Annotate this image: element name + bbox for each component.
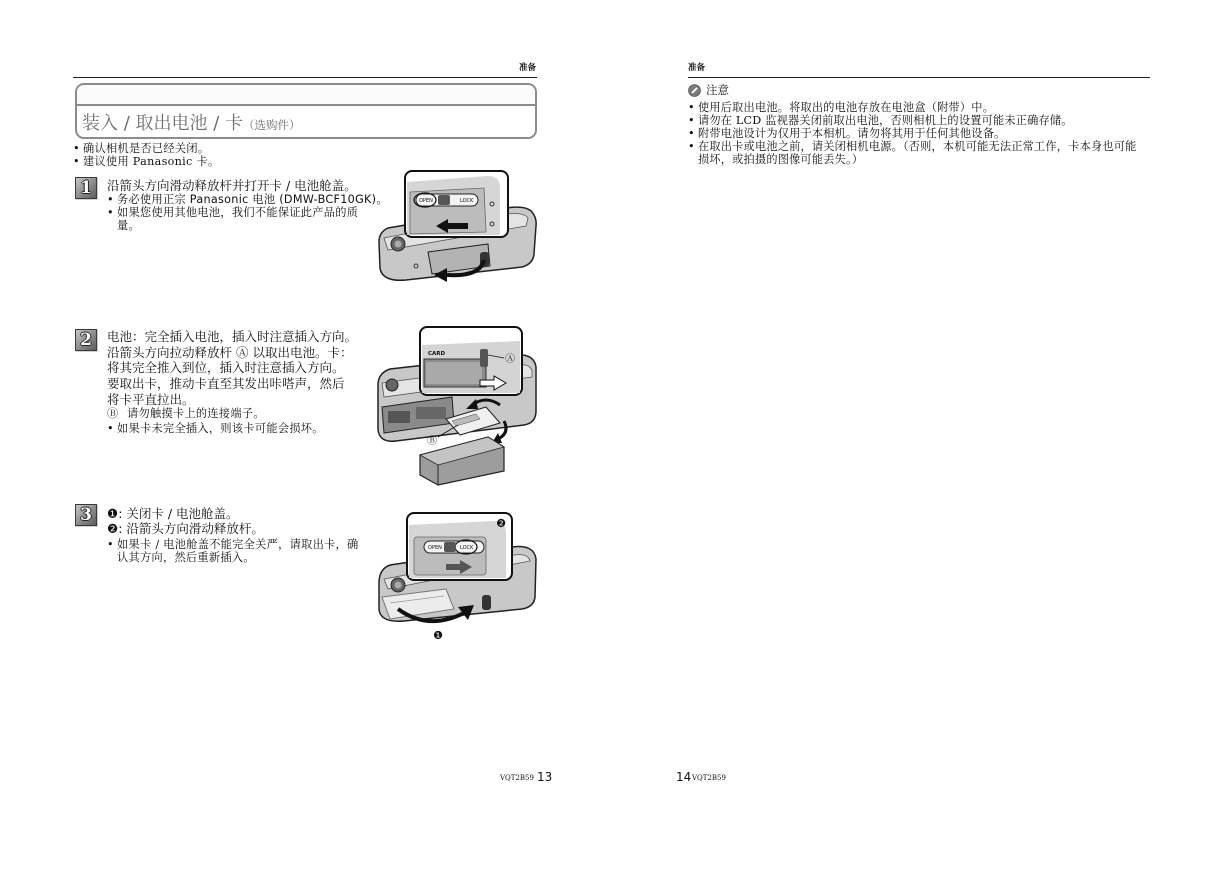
note-text: 如果卡未完全插入，则该卡可能会损坏。 [117, 421, 324, 435]
title-box [75, 83, 537, 139]
open-label: OPEN [419, 198, 433, 204]
pencil-note-icon [688, 84, 701, 97]
note-item [107, 206, 388, 219]
step-instruction [107, 506, 264, 536]
note-text: 使用后取出电池。将取出的电池存放在电池盒（附带）中。 [698, 101, 995, 114]
note-heading: 注意 [706, 83, 729, 97]
note-item [107, 538, 359, 551]
card-slot [416, 407, 446, 419]
bullet-marker: • [688, 140, 695, 153]
document-code: VQT2B59 [500, 774, 534, 782]
battery-lock-inset [420, 327, 522, 395]
document-code: VQT2B59 [692, 774, 726, 782]
note-item [107, 422, 324, 437]
lock-lever-inset [407, 513, 512, 580]
lock-label: LOCK [460, 198, 474, 204]
lens-center [395, 241, 402, 248]
note-continuation: 损坏，或拍摄的图像可能丢失。） [698, 153, 864, 166]
bullet-marker: • [688, 101, 695, 114]
section-label: 准备 [519, 63, 537, 73]
release-lever-inset [405, 171, 508, 237]
step-notes [107, 407, 324, 436]
step-number-badge: 3 [75, 504, 97, 526]
note-continuation: 认其方向，然后重新插入。 [117, 551, 255, 564]
section-label: 准备 [688, 63, 706, 73]
lever-callout: Ⓐ [505, 354, 515, 365]
lock-label: LOCK [460, 545, 474, 551]
lens-center [395, 582, 402, 589]
note-text: 如果您使用其他电池，我们不能保证此产品的质 [117, 206, 359, 219]
note-item [107, 193, 388, 206]
release-lever [444, 542, 456, 552]
step-instruction [107, 178, 357, 194]
bullet-marker: • [107, 193, 114, 206]
card-label: CARD [428, 351, 446, 357]
header-rule [688, 77, 1150, 78]
release-lever [480, 349, 488, 367]
page-title-main: 装入 / 取出电池 / 卡 [82, 113, 244, 134]
step-number-badge: 2 [75, 329, 97, 351]
intro-bullet-text: 建议使用 Panasonic 卡。 [83, 155, 220, 168]
note-item [688, 114, 1137, 127]
lock-callout: ❷ [496, 517, 506, 530]
step-notes [107, 538, 359, 564]
intro-bullet-list [73, 142, 219, 168]
battery-in-slot [426, 362, 482, 384]
step-instruction-line: 沿箭头方向滑动释放杆并打开卡 / 电池舱盖。 [107, 178, 357, 193]
bullet-marker: • [688, 127, 695, 140]
step-number-badge: 1 [75, 177, 97, 199]
note-text: 务必使用正宗 Panasonic 电池 (DMW-BCF10GK)。 [117, 193, 388, 206]
note-item [107, 407, 324, 422]
note-item [688, 101, 1137, 114]
bullet-marker: • [688, 114, 695, 127]
page-title-suffix: （选购件） [243, 118, 301, 132]
close-door-illustration [376, 503, 538, 643]
note-text: 请勿触摸卡上的连接端子。 [127, 407, 265, 420]
step-instruction-line: 要取出卡，推动卡直至其发出咔嗒声，然后 [107, 376, 345, 392]
intro-bullet [73, 155, 219, 168]
open-label: OPEN [428, 545, 442, 551]
note-item [688, 127, 1137, 140]
lens-ring [386, 379, 398, 391]
step-instruction-line: 沿箭头方向拉动释放杆 Ⓐ 以取出电池。卡： [107, 344, 353, 360]
bullet-marker: • [73, 155, 80, 168]
title-band [77, 85, 535, 106]
bullet-marker: • [107, 538, 114, 551]
step-instruction-line: 将其完全推入到位，插入时注意插入方向。 [107, 360, 345, 376]
step-instruction-line: 将卡平直拉出。 [107, 391, 195, 407]
note-text: 附带电池设计为仅用于本相机。请勿将其用于任何其他设备。 [698, 127, 1006, 140]
page-title [82, 113, 301, 136]
page-number: 13 [537, 770, 553, 784]
terminal-callout: Ⓑ [427, 436, 437, 447]
bullet-marker: • [73, 142, 80, 155]
step-instruction-line: ❶: 关闭卡 / 电池舱盖。 [107, 506, 239, 521]
header-rule [73, 77, 537, 78]
bullet-marker: • [107, 421, 114, 435]
intro-bullet-text: 确认相机是否已经关闭。 [83, 142, 210, 155]
page-number: 14 [676, 770, 692, 784]
callout-marker: Ⓑ [107, 407, 119, 420]
door-latch [482, 595, 491, 610]
bullet-marker: • [107, 206, 114, 219]
step-instruction [107, 329, 357, 408]
step-instruction-line: 电池：完全插入电池，插入时注意插入方向。 [107, 329, 358, 344]
intro-bullet [73, 142, 219, 155]
battery-chamber [388, 411, 410, 423]
note-text: 如果卡 / 电池舱盖不能完全关严，请取出卡，确 [117, 538, 359, 551]
open-door-illustration [376, 168, 538, 284]
step-notes [107, 193, 388, 232]
note-item [688, 140, 1137, 153]
step-instruction-line: ❷: 沿箭头方向滑动释放杆。 [107, 521, 264, 536]
note-text: 请勿在 LCD 监视器关闭前取出电池，否则相机上的设置可能未正确存储。 [698, 114, 1073, 127]
release-lever [438, 195, 450, 205]
battery-card-illustration [376, 325, 538, 487]
note-continuation: 量。 [117, 219, 140, 232]
note-bullet-list [688, 101, 1137, 166]
close-callout: ❶ [433, 629, 443, 642]
note-text: 在取出卡或电池之前，请关闭相机电源。（否则，本机可能无法正常工作，卡本身也可能 [698, 140, 1137, 153]
